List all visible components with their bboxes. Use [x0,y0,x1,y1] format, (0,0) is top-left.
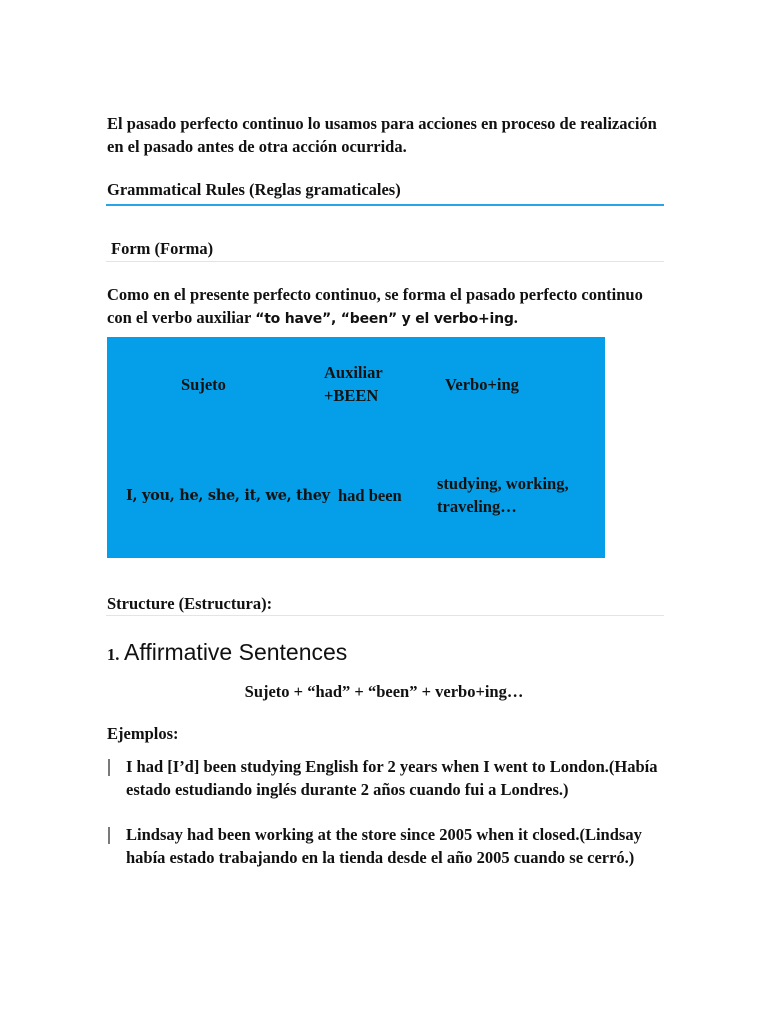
form-heading: Form (Forma) [111,239,214,258]
form-description-quoted: “to have”, “been” y el verbo+ing [255,311,514,327]
section-number: 1. [107,645,120,664]
form-description-text: Como en el presente perfecto continuo, se forma el pasado perfecto continuo con el verbo auxiliar [107,285,643,327]
rules-heading: Grammatical Rules (Reglas gramaticales) [107,180,401,199]
example-item: I had [I’d] been studying English for 2 years when I went to London.(Había estado estudiando inglés durante 2 años cuando fui a Londres.) [126,757,658,799]
example-item: Lindsay had been working at the store since 2005 when it closed.(Lindsay había estado trabajando en la tienda desde el año 2005 cuando se cerró.) [126,825,642,867]
form-description [107,283,667,331]
form-description-end: . [513,308,518,327]
structure-heading: Structure (Estructura): [107,594,273,613]
table-header-auxiliary: Auxiliar +BEEN [324,363,383,405]
table-cell-verbs: studying, working, traveling… [437,474,569,516]
bullet-icon [108,759,110,776]
affirmative-formula: Sujeto + “had” + “been” + verbo+ing… [244,682,524,701]
examples-heading: Ejemplos: [107,724,179,743]
table-cell-auxiliary: had been [338,486,402,505]
table-header-verb: Verbo+ing [445,375,519,394]
bullet-icon [108,827,110,844]
section-divider [106,261,664,262]
form-table [107,337,605,558]
table-cell-subjects: I, you, he, she, it, we, they [126,487,330,504]
affirmative-heading: Affirmative Sentences [124,639,348,665]
intro-paragraph: El pasado perfecto continuo lo usamos para acciones en proceso de realización en el pasado antes de otra acción ocurrida. [107,114,657,156]
table-header-subject: Sujeto [181,375,226,394]
heading-divider [106,204,664,206]
section-divider [106,615,664,616]
